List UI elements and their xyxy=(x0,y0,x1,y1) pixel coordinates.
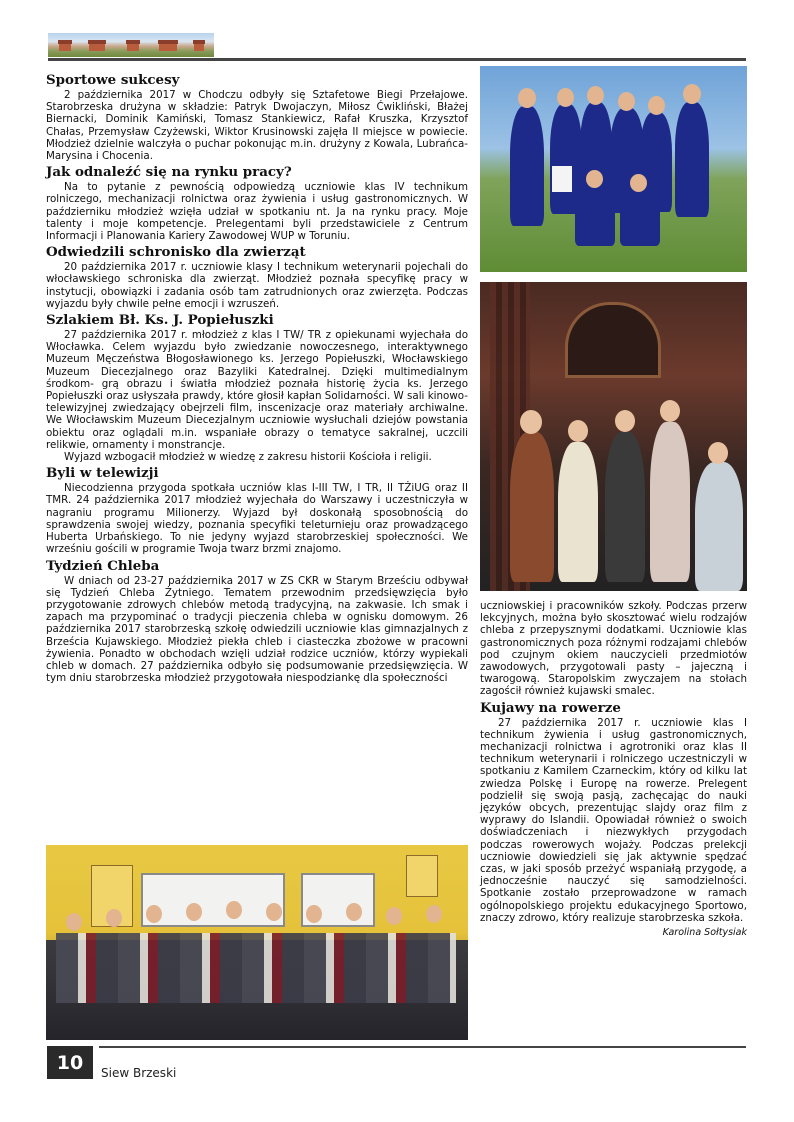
article-text-sport: 2 października 2017 w Chodczu odbyły się Sztafetowe Biegi Przełajowe. Starobrzeska drużyna w składzie: Patryk Dwojaczyn, Miłosz Ćwikliński, Błażej Biernacki, Dominik Kamiński, Tomasz Stankiewicz, Rafał Kruszka, Krzysztof Chałas, Przemysław Czyżewski, Wiktor Krusinowski zajęła II miejsce w powiecie. Młodzież dzielnie walczyła o puchar pokonując m.in. drużyny z Kowala, Lubrańca-Marysina i Chocenia. xyxy=(46,89,468,163)
article-text-popieluszko: 27 października 2017 r. młodzież z klas I TW/ TR z opiekunami wyjechała do Włocławka. Celem wyjazdu było zwiedzanie nowoczesnego, interaktywnego Muzeum Męczeństwa Błogosławionego ks. Jerzego Popiełuszki, Włocławskiego Muzeum Diecezjalnego oraz Bazyliki Katedralnej. Dzięki multimedialnym środkom- grą obrazu i światła młodzież poznała historię życia ks. Jerzego Popiełuszki oraz usłyszała prawdy, które głosił kapłan Solidarności. W sali kinowo-telewizyjnej zwiedzający obejrzeli film, inscenizacje oraz materiały archiwalne. We Włocławskim Muzeum Diecezjalnym uczniowie wysłuchali dziejów powstania obiektu oraz oglądali m.in. wspaniałe obrazy o tematyce sakralnej, uczcili relikwie, ornamenty i monstrancje. xyxy=(46,329,468,451)
article-title-tv: Byli w telewizji xyxy=(46,465,159,482)
article-title-sport: Sportowe sukcesy xyxy=(46,72,180,88)
article-text-popieluszko-end: Wyjazd wzbogacił młodzież w wiedzę z zakresu historii Kościoła i religii. xyxy=(64,451,432,464)
right-column xyxy=(480,600,747,939)
author-signature: Karolina Sołtysiak xyxy=(662,927,747,939)
header-village-banner xyxy=(48,33,214,57)
article-text-jobs: Na to pytanie z pewnością odpowiedzą uczniowie klas IV technikum rolniczego, mechanizacji rolnictwa oraz żywienia i usług gastronomicznych. W październiku młodzież wzięła udział w spotkaniu nt. Ja na rynku pracy. Moje talenty i moje kompetencje. Prelegentami byli przedstawiciele z Centrum Informacji i Planowania Kariery Zawodowej WUP w Toruniu. xyxy=(46,181,468,243)
photo-sports-team xyxy=(480,66,747,272)
article-title-popieluszko: Szlakiem Bł. Ks. J. Popiełuszki xyxy=(46,312,274,329)
left-column xyxy=(46,70,468,684)
photo-class-group xyxy=(46,845,468,1040)
article-text-shelter: 20 października 2017 r. uczniowie klasy I technikum weterynarii pojechali do włocławskiego schroniska dla zwierząt. Młodzież poznała specyfikę pracy w instytucji, obowiązki i zadania osób tam zatrudnionych oraz zwierzęta. Podczas wyjazdu były chwile pełne emocji i wzruszeń. xyxy=(46,261,468,310)
article-text-bikes: 27 października 2017 r. uczniowie klas I technikum żywienia i usług gastronomicznych, mechanizacji rolnictwa i agrotroniki oraz klas II technikum weterynarii i rolniczego uczestniczyli w spotkaniu z Kamilem Czarneckim, który od kilku lat zwiedza Polskę i Europę na rowerze. Prelegent podzielił się swoją pasją, zachęcając do nauki języków obcych, prezentując slajdy oraz film z wyprawy do Islandii. Opowiadał również o swoich doświadczeniach i niezwykłych przygodach podczas rowerowych wojaży. Podczas prelekcji uczniowie dowiedzieli się jak aktywnie spędzać czas, w jaki sposób przeżyć wspaniałą przygodę, a jednocześnie nauczyć się samodzielności. Spotkanie zostało przeprowadzone w ramach ogólnopolskiego projektu edukacyjnego Sportowo, znaczy zdrowo, który realizuje starobrzeska szkoła. xyxy=(480,716,747,924)
article-text-bread-continued: uczniowskiej i pracowników szkoły. Podczas przerw lekcyjnych, można było skosztować wielu rodzajów chleba z przepysznymi dodatkami. Uczniowie klas gastronomicznych poza różnymi rodzajami chlebów pod czujnym okiem nauczycieli przedmiotów zawodowych, przygotowali pasty – jajeczną i twarogową. Staropolskim zwyczajem na stołach zagościł również kujawski smalec. xyxy=(480,600,747,698)
article-title-bikes: Kujawy na rowerze xyxy=(480,699,621,716)
page-number: 10 xyxy=(47,1046,93,1079)
article-title-bread: Tydzień Chleba xyxy=(46,557,160,574)
article-text-bread: W dniach od 23-27 października 2017 w ZS CKR w Starym Brześciu odbywał się Tydzień Chleba Żytniego. Tematem przewodnim przedsięwzięcia było przygotowanie zdrowych chlebów metodą tradycyjną, na zakwasie. Ich smak i zapach ma przypominać o tradycji pieczenia chleba w ognisku domowym. 26 października 2017 starobrzeską szkołę odwiedzili uczniowie klas gimnazjalnych z Brześcia Kujawskiego. Młodzież piekła chleb i ciasteczka zbożowe w pracowni żywienia. Ponadto w obchodach wzięli udział rodzice uczniów, którzy wypiekali chleb w domach. 27 października odbyło się podsumowanie przedsięwzięcia. W tym dniu starobrzeska młodzież przygotowała niespodziankę dla społeczności xyxy=(46,574,468,685)
article-title-shelter: Odwiedzili schronisko dla zwierząt xyxy=(46,244,306,261)
footer-rule xyxy=(99,1046,746,1048)
diploma-paper xyxy=(552,166,572,192)
header-rule xyxy=(48,58,746,61)
article-title-jobs: Jak odnaleźć się na rynku pracy? xyxy=(46,164,292,181)
article-text-tv: Niecodzienna przygoda spotkała uczniów klas I-III TW, I TR, II TŻiUG oraz II TMR. 24 października 2017 młodzież wyjechała do Warszawy i uczestniczyła w nagraniu programu Milionerzy. Wyjazd był doskonałą sposobnością do sprawdzenia swojej wiedzy, poznania specyfiki teleturnieju oraz prowadzącego Huberta Urbańskiego. To nie jedyny wyjazd starobrzeskiej społeczności. We wrześniu gościli w programie Twoja twarz brzmi znajomo. xyxy=(46,482,468,556)
photo-museum-visit xyxy=(480,282,747,591)
publication-name: Siew Brzeski xyxy=(101,1066,177,1080)
